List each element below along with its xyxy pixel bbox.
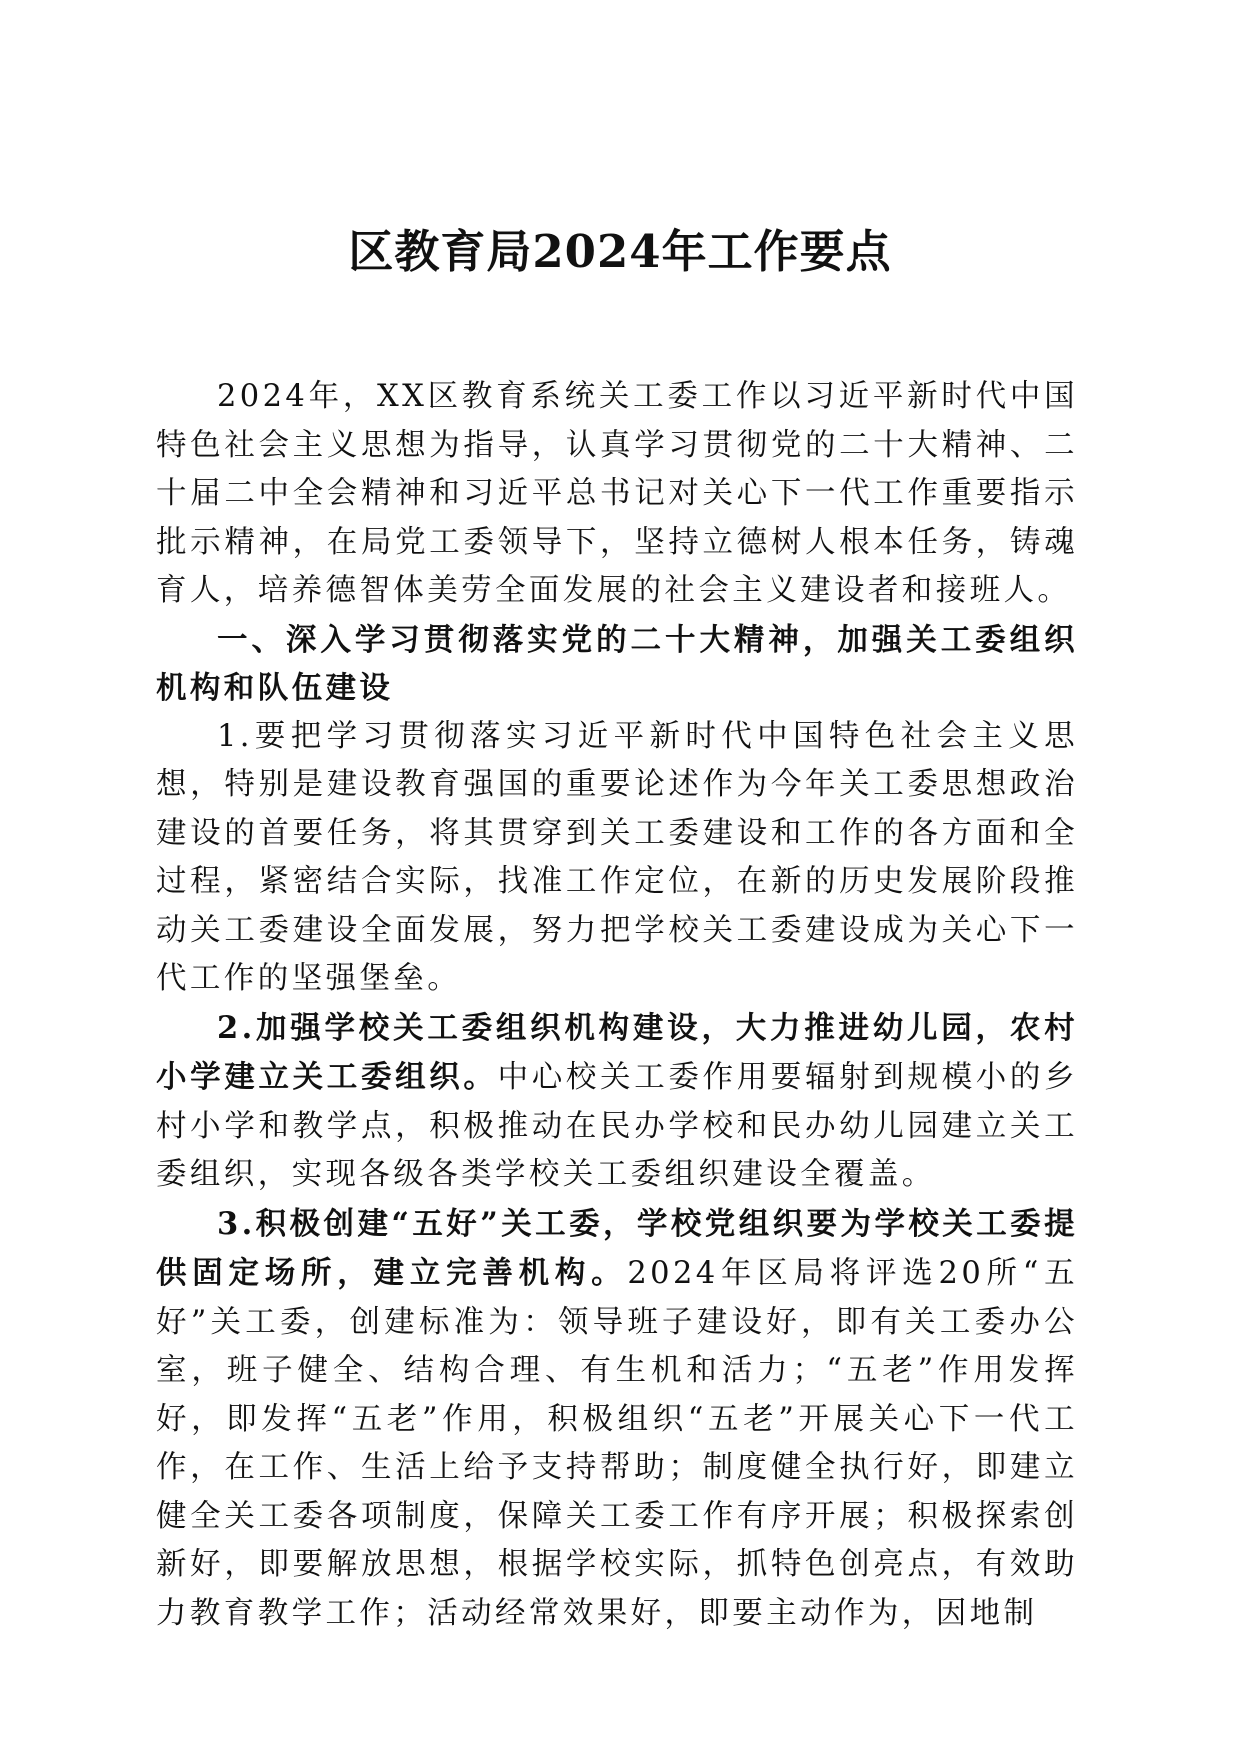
item-3-body: 2024年区局将评选20所“五好”关工委，创建标准为：领导班子建设好，即有关工委办公室，班子健全、结构合理、有生机和活力；“五老”作用发挥好，即发挥“五老”作用，积极组织“五老”开展关心下一代工作，在工作、生活上给予支持帮助；制度健全执行好，即建立健全关工委各项制度，保障关工委工作有序开展；积极探索创新好，即要解放思想，根据学校实际，抓特色创亮点，有效助力教育教学工作；活动经常效果好，即要主动作为，因地制: [156, 1256, 1078, 1631]
item-2-paragraph: [156, 1004, 1078, 1200]
section-heading: 一、深入学习贯彻落实党的二十大精神，加强关工委组织机构和队伍建设: [156, 621, 1078, 706]
item-2-lead: 2.加强学校关工委组织机构建设，大力推进幼儿园，农村小学建立关工委组织。: [156, 1009, 1078, 1095]
intro-paragraph: 2024年，XX区教育系统关工委工作以习近平新时代中国特色社会主义思想为指导，认真学习贯彻党的二十大精神、二十届二中全会精神和习近平总书记对关心下一代工作重要指示批示精神，在局党工委领导下，坚持立德树人根本任务，铸魂育人，培养德智体美劳全面发展的社会主义建设者和接班人。: [156, 379, 1078, 608]
document-body: [156, 373, 1078, 1638]
item-3-lead: 3.积极创建“五好”关工委，学校党组织要为学校关工委提供固定场所，建立完善机构。: [156, 1205, 1078, 1291]
item-2-body: 中心校关工委作用要辐射到规模小的乡村小学和教学点，积极推动在民办学校和民办幼儿园建立关工委组织，实现各级各类学校关工委组织建设全覆盖。: [156, 1060, 1078, 1192]
item-3-paragraph: [156, 1200, 1078, 1639]
item-1-paragraph: 1.要把学习贯彻落实习近平新时代中国特色社会主义思想，特别是建设教育强国的重要论述作为今年关工委思想政治建设的首要任务，将其贯穿到关工委建设和工作的各方面和全过程，紧密结合实际，找准工作定位，在新的历史发展阶段推动关工委建设全面发展，努力把学校关工委建设成为关心下一代工作的坚强堡垒。: [156, 718, 1078, 996]
document-title: 区教育局2024年工作要点: [348, 225, 892, 278]
